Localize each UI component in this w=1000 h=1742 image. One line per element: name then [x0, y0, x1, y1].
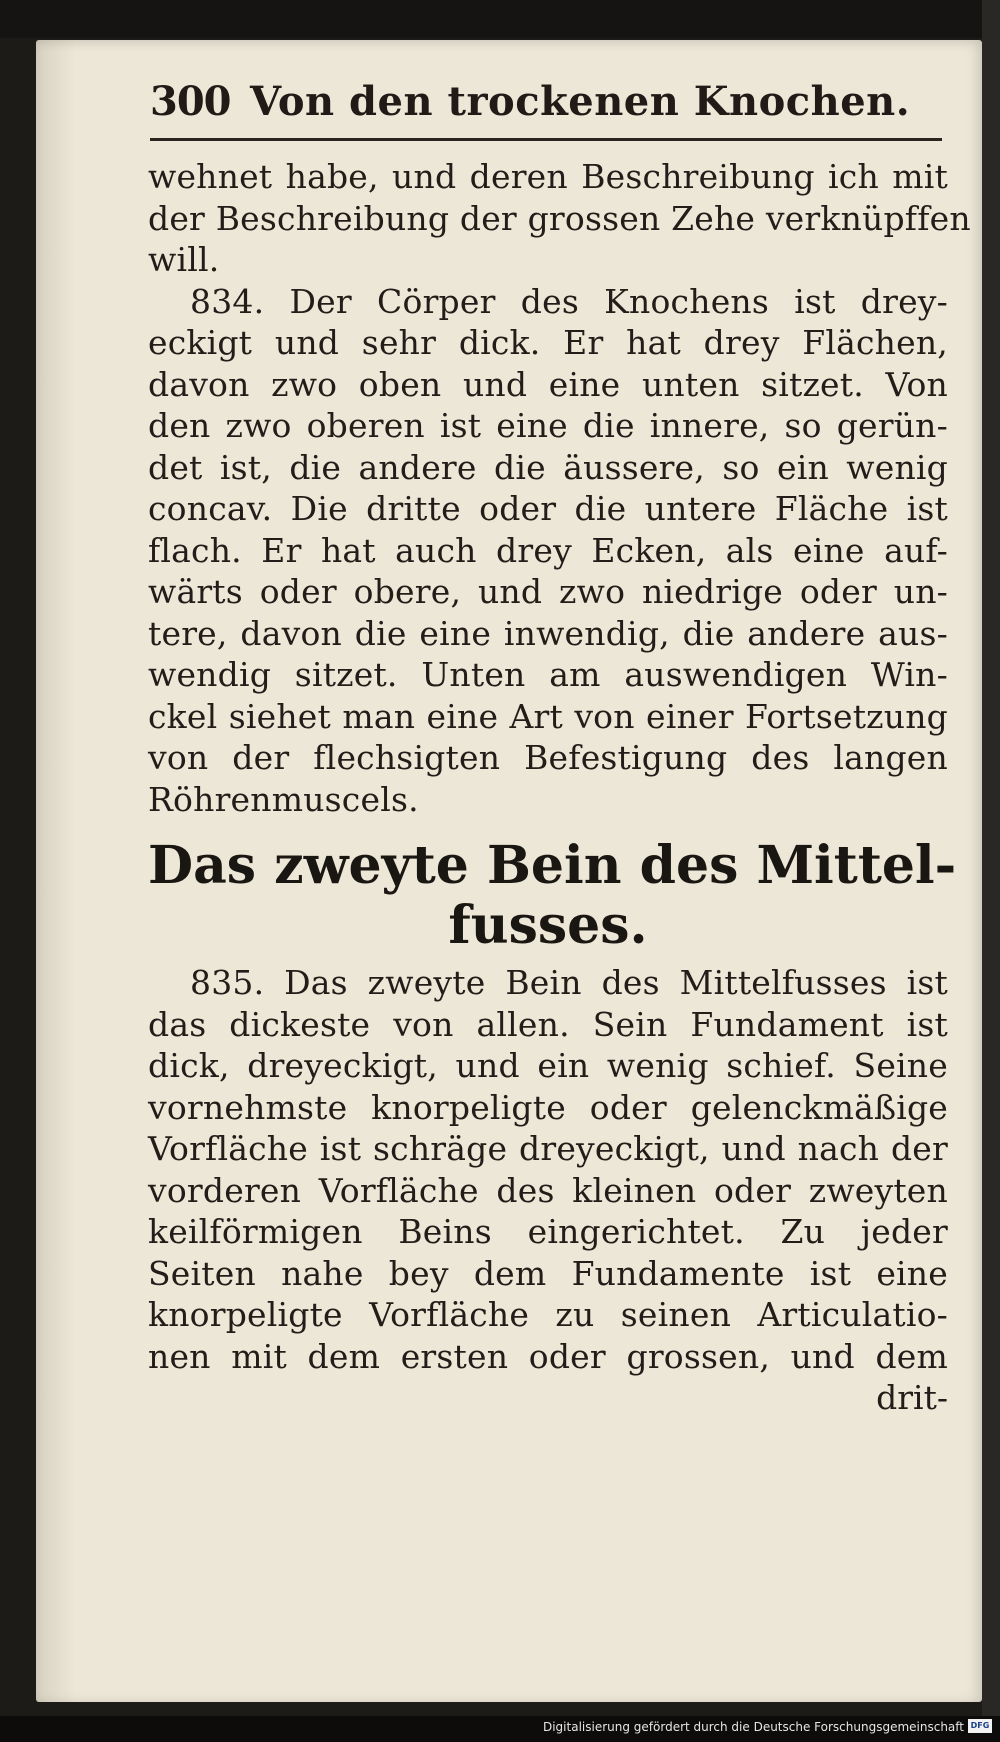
text-line: knorpeligte Vorfläche zu seinen Articulatio- — [148, 1295, 948, 1334]
text-line: von der flechsigten Befestigung des langen — [148, 738, 948, 777]
text-line: Seiten nahe bey dem Fundamente ist eine — [148, 1253, 948, 1293]
text-line: nen mit dem ersten oder grossen, und dem — [148, 1336, 948, 1376]
text-line: eckigt und sehr dick. Er hat drey Flächen, — [148, 323, 948, 362]
text-line: det ist, die andere die äussere, so ein wenig — [148, 447, 948, 487]
body-text — [148, 156, 971, 1419]
spine-shade — [36, 40, 76, 1702]
section-heading: Das zweyte Bein des Mittel- — [148, 835, 957, 896]
text-line: vorderen Vorfläche des kleinen oder zweyten — [148, 1170, 948, 1210]
text-line: vornehmste knorpeligte oder gelenckmäßige — [148, 1087, 948, 1127]
text-line: der Beschreibung der grossen Zehe verknüpffen — [148, 198, 971, 238]
page-number: 300 — [150, 78, 231, 125]
text-line: keilförmigen Beins eingerichtet. Zu jeder — [148, 1212, 948, 1251]
page-header — [150, 72, 950, 142]
section-heading-continued: fusses. — [448, 895, 648, 956]
text-line: wendig sitzet. Unten am auswendigen Win- — [148, 655, 948, 694]
text-line: das dickeste von allen. Sein Fundament ist — [148, 1004, 948, 1044]
dfg-credit: Digitalisierung gefördert durch die Deutsche Forschungsgemeinschaft — [542, 1720, 964, 1734]
catchword: drit- — [876, 1378, 948, 1417]
text-line: wehnet habe, und deren Beschreibung ich mit — [148, 157, 948, 196]
text-line: will. — [148, 240, 220, 279]
text-line: dick, dreyeckigt, und ein wenig schief. Seine — [148, 1046, 948, 1085]
text-line: flach. Er hat auch drey Ecken, als eine auf- — [148, 530, 948, 570]
header-rule — [150, 138, 942, 141]
text-line: tere, davon die eine inwendig, die andere aus- — [148, 613, 948, 653]
running-head: Von den trockenen Knochen. — [250, 78, 911, 125]
scan-right-edge — [982, 0, 1000, 1742]
scan-top-shadow — [0, 0, 1000, 38]
text-line: wärts oder obere, und zwo niedrige oder un- — [148, 572, 948, 611]
text-line: den zwo oberen ist eine die innere, so gerün- — [148, 406, 948, 445]
paragraph-834-start: 834. Der Cörper des Knochens ist drey- — [190, 281, 948, 321]
paragraph-835-start: 835. Das zweyte Bein des Mittelfusses ist — [190, 963, 948, 1002]
text-line: concav. Die dritte oder die untere Fläche ist — [148, 489, 948, 528]
dfg-logo-icon: DFG — [968, 1719, 992, 1733]
text-line: davon zwo oben und eine unten sitzet. Von — [148, 364, 948, 404]
text-line: Röhrenmuscels. — [148, 779, 419, 819]
text-line: Vorfläche ist schräge dreyeckigt, und nach der — [148, 1129, 948, 1168]
text-line: ckel siehet man eine Art von einer Fortsetzung — [148, 696, 948, 736]
